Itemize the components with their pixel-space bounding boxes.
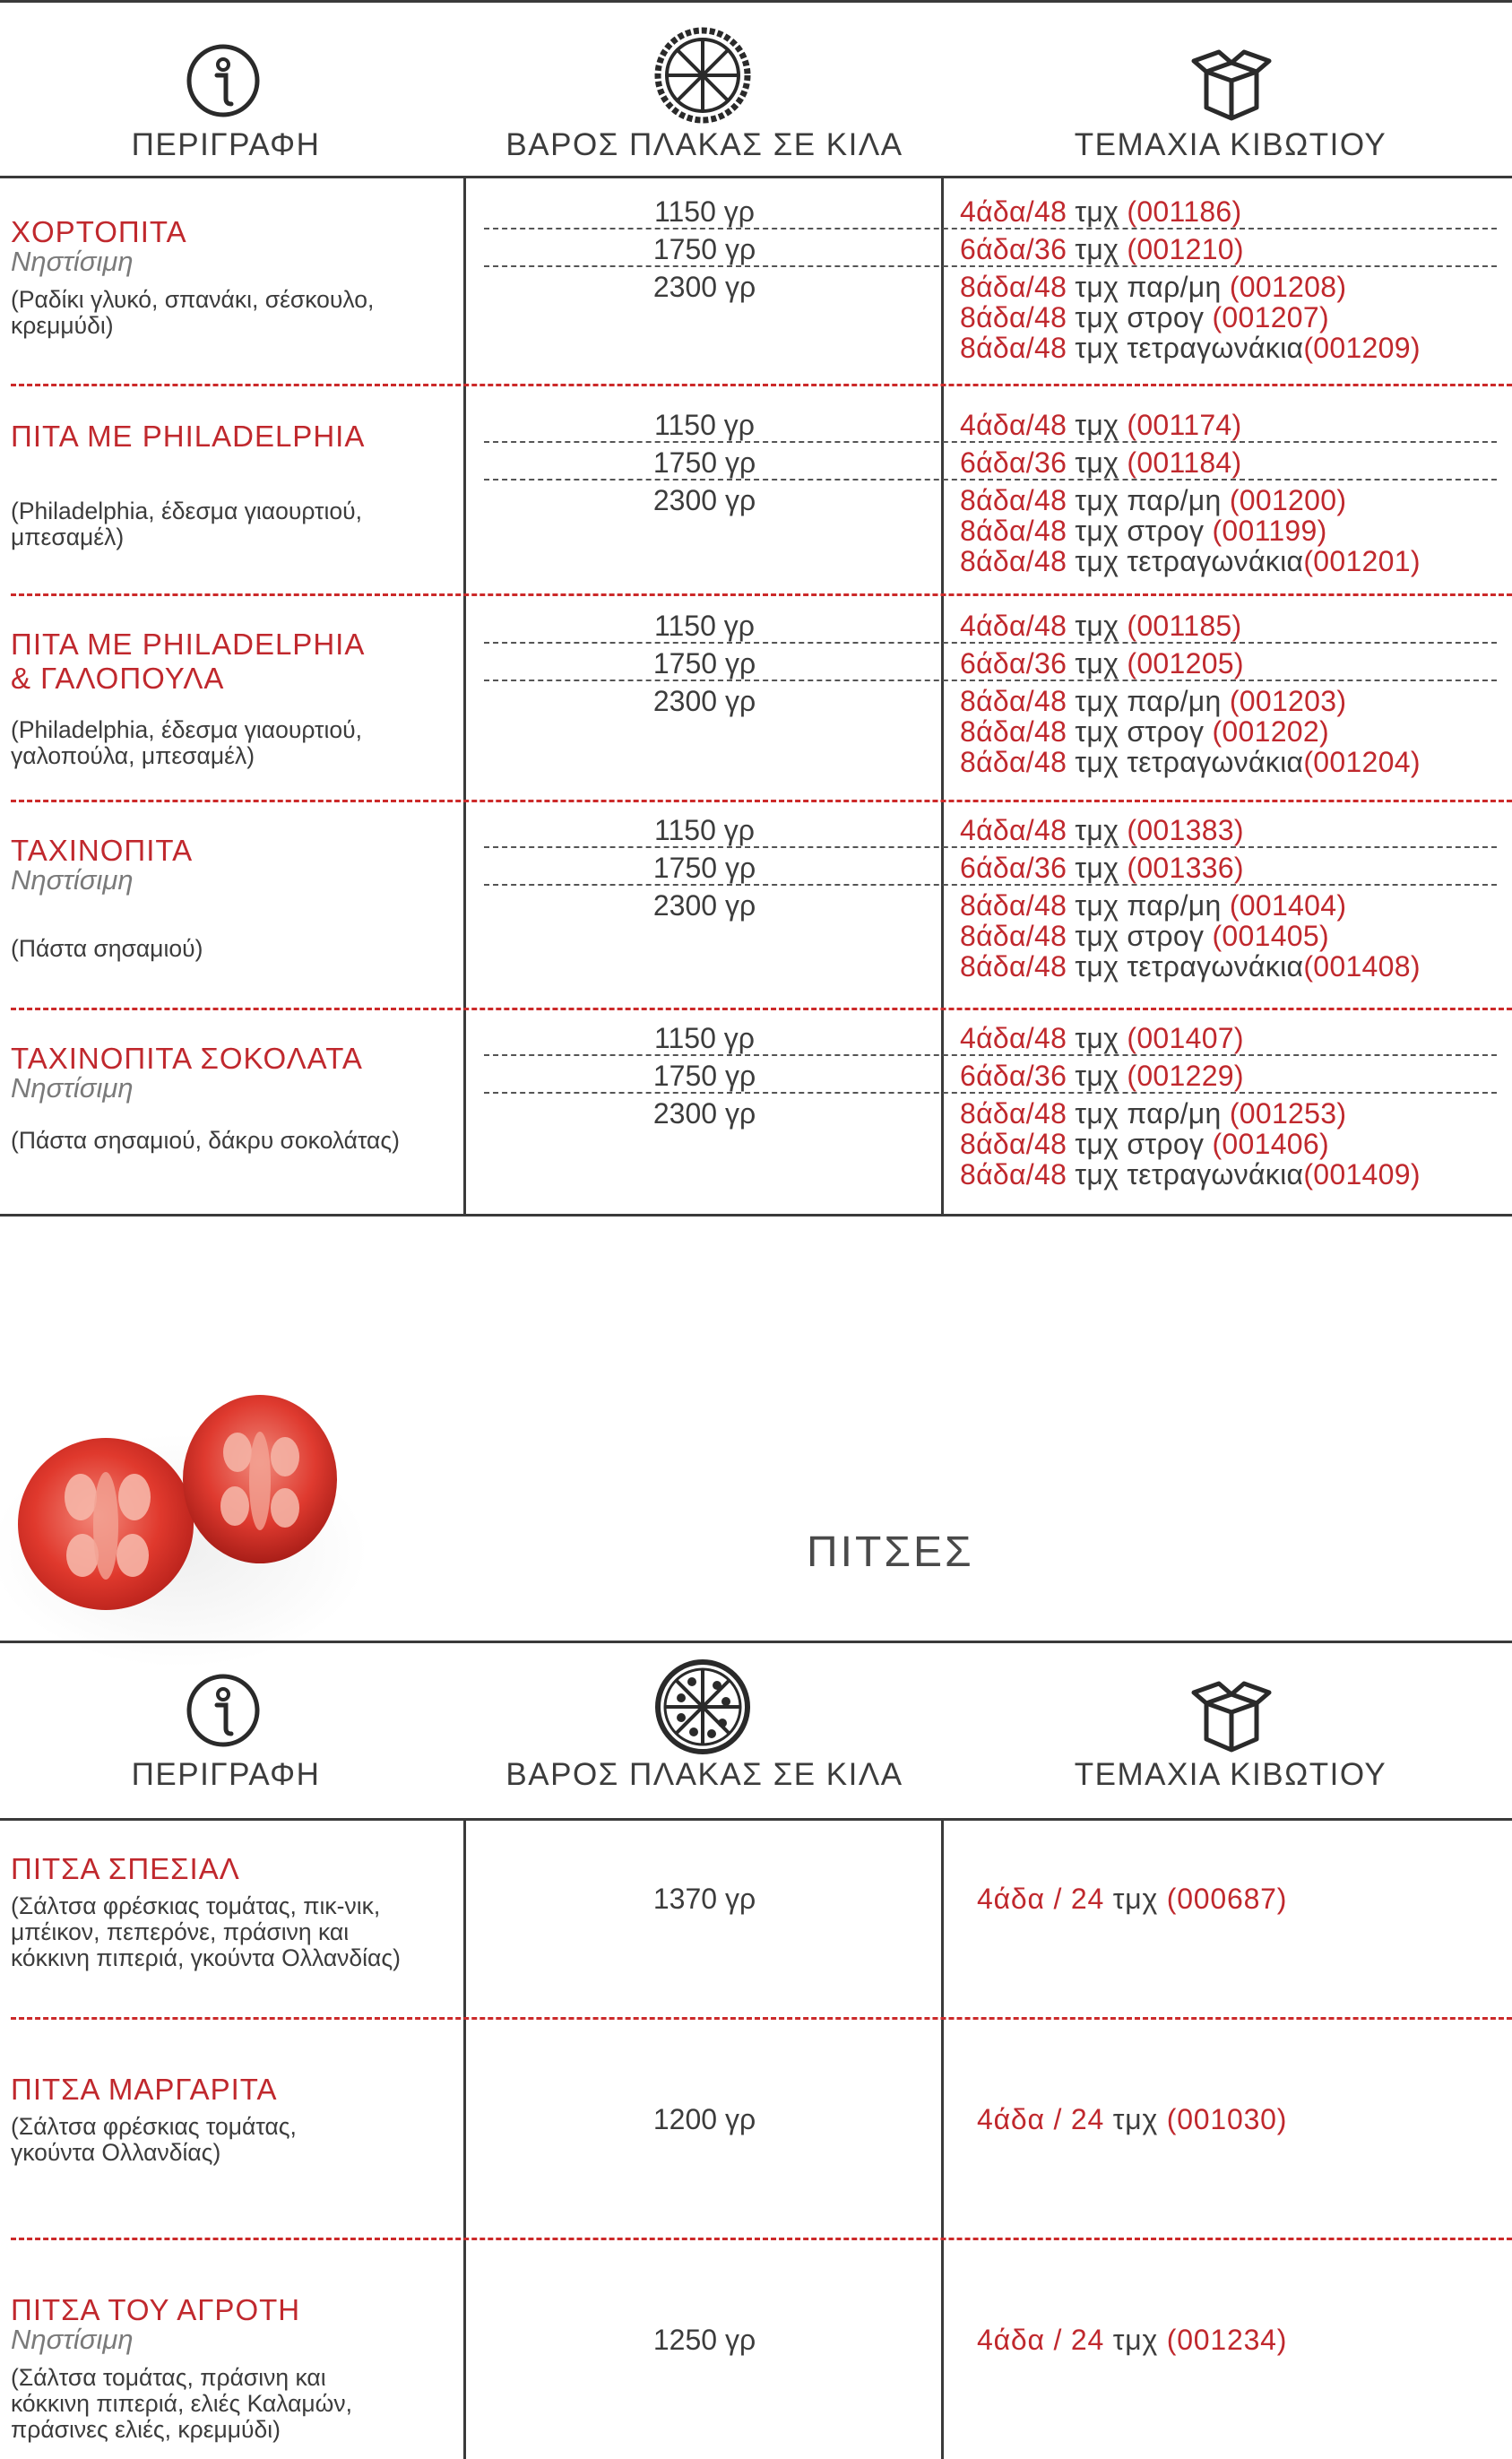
product-title-line2: & ΓΑΛΟΠΟΥΛΑ	[11, 662, 225, 695]
weight-value: 1150 γρ	[654, 610, 755, 642]
row-subdivider	[484, 228, 1497, 229]
product-description: κόκκινη πιπεριά, ελιές Καλαμών,	[11, 2390, 352, 2417]
row-subdivider	[484, 265, 1497, 267]
pack-option: 4άδα / 24 τμχ (001030)	[977, 2103, 1288, 2135]
pack-option: 8άδα/48 τμχ τετραγωνάκια(001201)	[960, 545, 1421, 577]
pack-option: 8άδα/48 τμχ παρ/μη (001208)	[960, 271, 1347, 303]
top-border	[0, 0, 1512, 3]
weight-value: 2300 γρ	[652, 889, 756, 922]
product-description: κρεμμύδι)	[11, 312, 114, 339]
pack-option: 4άδα/48 τμχ (001407)	[960, 1022, 1244, 1054]
pack-option: 6άδα/36 τμχ (001184)	[960, 446, 1242, 479]
row-separator	[11, 2017, 1512, 2020]
pack-option: 8άδα/48 τμχ τετραγωνάκια(001409)	[960, 1158, 1421, 1191]
product-description: (Philadelphia, έδεσμα γιαουρτιού,	[11, 716, 362, 743]
row-separator	[11, 2238, 1512, 2240]
pack-option: 8άδα/48 τμχ στρογ (001405)	[960, 920, 1329, 952]
pack-option: 8άδα/48 τμχ τετραγωνάκια(001408)	[960, 950, 1421, 983]
pack-option: 8άδα/48 τμχ στρογ (001199)	[960, 515, 1327, 547]
weight-value: 2300 γρ	[652, 685, 756, 717]
header-description: ΠΕΡΙΓΡΑΦΗ	[131, 1757, 321, 1792]
weight-value: 1750 γρ	[652, 1060, 756, 1092]
pack-option: 6άδα/36 τμχ (001205)	[960, 647, 1244, 680]
product-description: (Ραδίκι γλυκό, σπανάκι, σέσκουλο,	[11, 286, 375, 313]
product-description: πράσινες ελιές, κρεμμύδι)	[11, 2416, 281, 2443]
row-subdivider	[484, 846, 1497, 848]
row-subdivider	[484, 642, 1497, 644]
weight-value: 2300 γρ	[652, 271, 756, 303]
info-icon	[186, 1673, 261, 1748]
pack-option: 4άδα/48 τμχ (001174)	[960, 409, 1242, 441]
weight-value: 2300 γρ	[652, 484, 756, 516]
table-bottom-border	[0, 1214, 1512, 1217]
product-title: ΠΙΤΑ ΜΕ PHILADELPHIA	[11, 628, 366, 661]
pie-icon	[654, 27, 751, 124]
pack-option: 4άδα/48 τμχ (001383)	[960, 814, 1244, 846]
tomato-image	[0, 1381, 376, 1667]
product-title: ΠΙΤΑ ΜΕ PHILADELPHIA	[11, 420, 366, 453]
column-divider-2	[941, 177, 944, 1215]
pizza-table-top-border	[0, 1641, 1512, 1643]
pack-option: 8άδα/48 τμχ παρ/μη (001253)	[960, 1097, 1347, 1130]
product-subtitle: Νηστίσιμη	[11, 246, 134, 277]
pizza-icon	[654, 1658, 751, 1755]
row-subdivider	[484, 1054, 1497, 1056]
row-separator	[11, 1008, 1512, 1010]
product-description: κόκκινη πιπεριά, γκούντα Ολλανδίας)	[11, 1944, 401, 1971]
column-divider-2	[941, 1820, 944, 2459]
box-icon	[1188, 45, 1274, 122]
product-subtitle: Νηστίσιμη	[11, 1072, 134, 1104]
product-description: (Philadelphia, έδεσμα γιαουρτιού,	[11, 498, 362, 524]
info-icon	[186, 43, 261, 118]
product-description: (Σάλτσα φρέσκιας τομάτας,	[11, 2113, 297, 2140]
row-subdivider	[484, 884, 1497, 886]
product-title: ΤΑΧΙΝΟΠΙΤΑ	[11, 834, 194, 867]
header-description: ΠΕΡΙΓΡΑΦΗ	[131, 127, 321, 162]
header-box-pieces: ΤΕΜΑΧΙΑ ΚΙΒΩΤΙΟΥ	[1074, 127, 1387, 162]
product-description: μπεσαμέλ)	[11, 524, 125, 550]
weight-value: 1150 γρ	[654, 1022, 755, 1054]
pack-option: 8άδα/48 τμχ στρογ (001406)	[960, 1128, 1329, 1160]
pack-option: 8άδα/48 τμχ παρ/μη (001203)	[960, 685, 1347, 717]
product-title: ΧΟΡΤΟΠΙΤΑ	[11, 215, 187, 248]
row-separator	[11, 384, 1512, 386]
pack-option: 8άδα/48 τμχ τετραγωνάκια(001209)	[960, 332, 1421, 364]
row-separator	[11, 800, 1512, 802]
product-title: ΤΑΧΙΝΟΠΙΤΑ ΣΟΚΟΛΑΤΑ	[11, 1042, 363, 1075]
weight-value: 1250 γρ	[652, 2324, 756, 2356]
pack-option: 8άδα/48 τμχ παρ/μη (001200)	[960, 484, 1347, 516]
column-divider-1	[463, 1820, 466, 2459]
pack-option: 4άδα / 24 τμχ (001234)	[977, 2324, 1288, 2356]
row-separator	[11, 593, 1512, 596]
pack-option: 6άδα/36 τμχ (001336)	[960, 852, 1244, 884]
header-weight: ΒΑΡΟΣ ΠΛΑΚΑΣ ΣΕ ΚΙΛΑ	[505, 127, 903, 162]
weight-value: 1150 γρ	[654, 195, 755, 228]
weight-value: 1750 γρ	[652, 852, 756, 884]
column-divider-1	[463, 177, 466, 1215]
pack-option: 8άδα/48 τμχ παρ/μη (001404)	[960, 889, 1347, 922]
product-title: ΠΙΤΣΑ ΤΟΥ ΑΓΡΟΤΗ	[11, 2293, 301, 2326]
product-description: (Σάλτσα φρέσκιας τομάτας, πικ-νικ,	[11, 1892, 381, 1919]
weight-value: 1370 γρ	[652, 1883, 756, 1915]
pack-option: 6άδα/36 τμχ (001210)	[960, 233, 1244, 265]
product-title: ΠΙΤΣΑ ΜΑΡΓΑΡΙΤΑ	[11, 2073, 278, 2106]
pack-option: 4άδα / 24 τμχ (000687)	[977, 1883, 1288, 1915]
header-separator	[0, 176, 1512, 178]
weight-value: 1750 γρ	[652, 647, 756, 680]
box-icon	[1188, 1676, 1274, 1753]
pack-option: 8άδα/48 τμχ στρογ (001207)	[960, 301, 1329, 333]
pizza-header-separator	[0, 1818, 1512, 1821]
pack-option: 8άδα/48 τμχ τετραγωνάκια(001204)	[960, 746, 1421, 778]
product-description: (Πάστα σησαμιού)	[11, 935, 203, 962]
row-subdivider	[484, 680, 1497, 681]
pack-option: 6άδα/36 τμχ (001229)	[960, 1060, 1244, 1092]
weight-value: 2300 γρ	[652, 1097, 756, 1130]
product-description: γκούντα Ολλανδίας)	[11, 2139, 221, 2166]
weight-value: 1200 γρ	[652, 2103, 756, 2135]
pack-option: 4άδα/48 τμχ (001185)	[960, 610, 1242, 642]
weight-value: 1750 γρ	[652, 233, 756, 265]
row-subdivider	[484, 441, 1497, 443]
product-subtitle: Νηστίσιμη	[11, 2324, 134, 2355]
weight-value: 1150 γρ	[654, 814, 755, 846]
row-subdivider	[484, 1092, 1497, 1094]
weight-value: 1150 γρ	[654, 409, 755, 441]
product-description: μπέικον, πεπερόνε, πράσινη και	[11, 1918, 350, 1945]
pack-option: 4άδα/48 τμχ (001186)	[960, 195, 1242, 228]
section-title-pizzas: ΠΙΤΣΕΣ	[807, 1528, 974, 1576]
product-subtitle: Νηστίσιμη	[11, 864, 134, 896]
pack-option: 8άδα/48 τμχ στρογ (001202)	[960, 715, 1329, 748]
row-subdivider	[484, 479, 1497, 481]
header-weight: ΒΑΡΟΣ ΠΛΑΚΑΣ ΣΕ ΚΙΛΑ	[505, 1757, 903, 1792]
product-description: γαλοπούλα, μπεσαμέλ)	[11, 742, 255, 769]
header-box-pieces: ΤΕΜΑΧΙΑ ΚΙΒΩΤΙΟΥ	[1074, 1757, 1387, 1792]
weight-value: 1750 γρ	[652, 446, 756, 479]
product-description: (Πάστα σησαμιού, δάκρυ σοκολάτας)	[11, 1127, 400, 1154]
product-description: (Σάλτσα τομάτας, πράσινη και	[11, 2364, 326, 2391]
product-title: ΠΙΤΣΑ ΣΠΕΣΙΑΛ	[11, 1852, 240, 1885]
